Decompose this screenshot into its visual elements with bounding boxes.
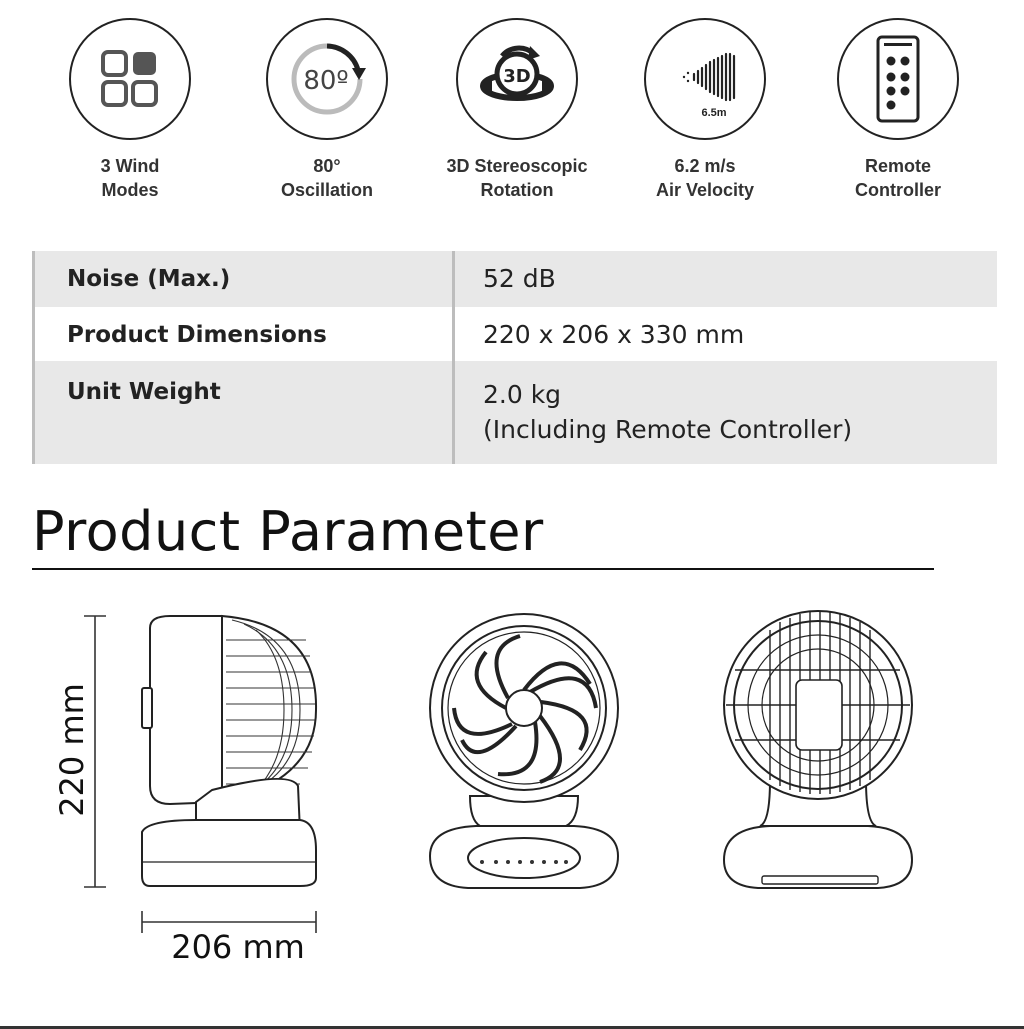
spec-value-weight-main: 2.0 kg [483,380,562,409]
spec-label-weight: Unit Weight [35,361,455,464]
3d-rotation-icon [472,34,562,124]
fan-side-view [142,616,316,886]
height-dimension-label: 220 mm [53,683,91,817]
feature-air-velocity-circle [644,18,766,140]
product-drawings [0,600,1024,1020]
feature-remote-circle [837,18,959,140]
feature-remote-label [803,154,993,202]
air-velocity-icon-text: 6.5m [701,107,727,119]
spec-value-noise: 52 dB [483,264,556,293]
spec-table [32,251,997,464]
feature-remote [803,18,993,202]
feature-3d-rotation-label [422,154,612,202]
spec-value-dimensions: 220 x 206 x 330 mm [483,320,745,349]
3d-rotation-icon-text: 3D [503,66,531,87]
feature-air-velocity-label [610,154,800,202]
section-title: Product Parameter [32,500,544,563]
feature-oscillation [232,18,422,202]
feature-air-velocity-line2: Air Velocity [655,180,755,200]
feature-oscillation-label [232,154,422,202]
spec-row-noise [35,251,997,307]
width-dimension-label: 206 mm [171,928,305,966]
spec-value-weight [455,361,852,464]
oscillation-icon [282,34,372,124]
section-divider [32,568,934,570]
feature-remote-line1: Remote [864,156,931,176]
spec-row-weight [35,361,997,464]
feature-wind-modes-line2: Modes [101,180,159,200]
fan-back-view [724,611,912,888]
feature-wind-modes [35,18,225,202]
spec-value-weight-note: (Including Remote Controller) [483,415,853,444]
feature-3d-rotation-line2: Rotation [480,180,554,200]
feature-oscillation-line2: Oscillation [280,180,374,200]
feature-row [0,0,1024,230]
oscillation-icon-text: 80º [303,66,349,96]
spec-label-dimensions: Product Dimensions [35,307,455,361]
feature-wind-modes-line1: 3 Wind [100,156,160,176]
feature-wind-modes-circle [69,18,191,140]
feature-wind-modes-label [35,154,225,202]
feature-remote-line2: Controller [854,180,941,200]
feature-air-velocity-line1: 6.2 m/s [674,156,736,176]
air-velocity-icon [660,34,750,124]
remote-controller-icon [868,31,928,127]
feature-air-velocity [610,18,800,202]
feature-oscillation-circle [266,18,388,140]
fan-front-view [430,614,618,888]
feature-oscillation-line1: 80° [313,156,341,176]
feature-3d-rotation [422,18,612,202]
spec-row-dimensions [35,307,997,361]
wind-modes-icon [100,49,160,109]
spec-label-noise: Noise (Max.) [35,251,455,307]
feature-3d-rotation-line1: 3D Stereoscopic [446,156,588,176]
feature-3d-rotation-circle [456,18,578,140]
